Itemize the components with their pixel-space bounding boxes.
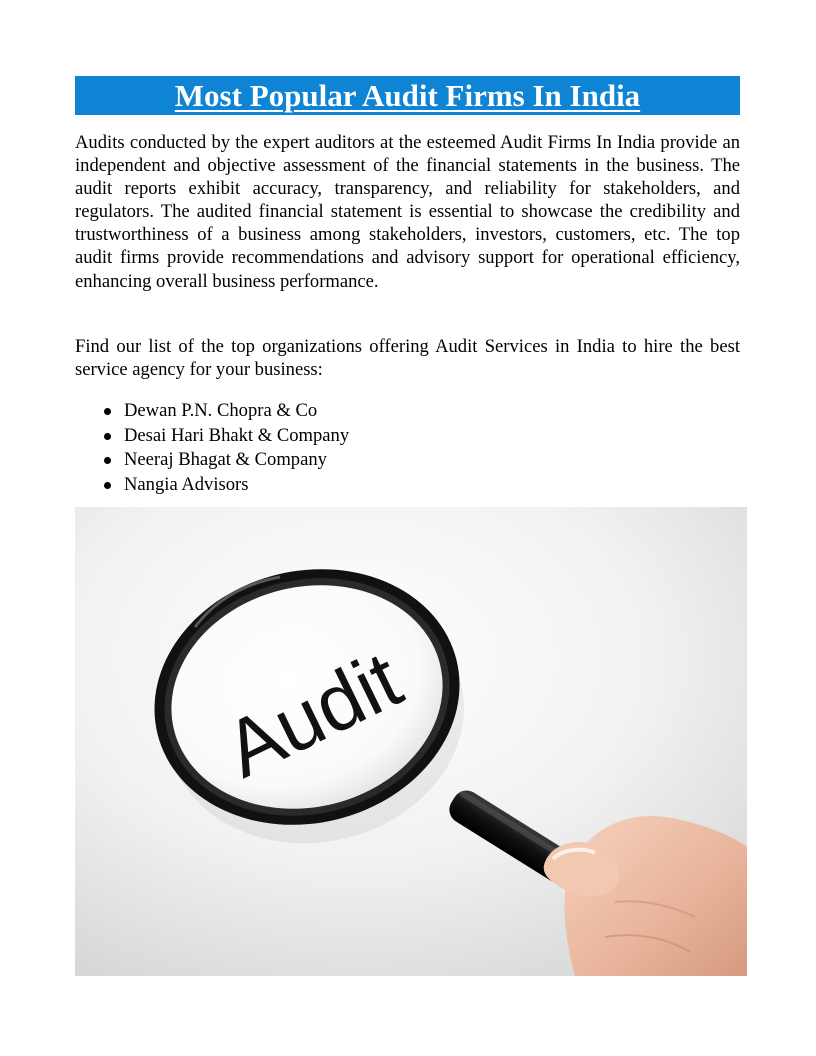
list-item xyxy=(75,448,740,473)
bullet-icon xyxy=(104,408,111,415)
firm-name: Desai Hari Bhakt & Company xyxy=(124,424,350,446)
bullet-icon xyxy=(104,433,111,440)
firm-list xyxy=(75,399,740,497)
audit-magnifier-photo xyxy=(75,507,747,976)
firm-name: Nangia Advisors xyxy=(124,473,249,495)
bullet-icon xyxy=(104,482,111,489)
firm-name: Neeraj Bhagat & Company xyxy=(124,449,327,471)
bullet-icon xyxy=(104,457,111,464)
magnifying-glass-icon xyxy=(75,507,747,976)
list-intro-paragraph: Find our list of the top organizations offering Audit Services in India to hire the best service agency for your business: xyxy=(75,336,740,381)
list-item xyxy=(75,424,740,449)
page-title: Most Popular Audit Firms In India xyxy=(174,78,641,113)
list-item xyxy=(75,473,740,498)
intro-paragraph: Audits conducted by the expert auditors at the esteemed Audit Firms In India provide an independent and objective assessment of the financial statements in the business. The audit reports exhibit accuracy, transparency, and reliability for stakeholders, and regulators. The audited financial statement is essential to showcase the credibility and trustworthiness of a business among stakeholders, investors, customers, etc. The top audit firms provide recommendations and advisory support for operational efficiency, enhancing overall business performance. xyxy=(75,132,740,292)
firm-name: Dewan P.N. Chopra & Co xyxy=(124,400,318,421)
svg-text:Audit: Audit xyxy=(211,634,415,795)
title-banner xyxy=(75,76,740,115)
list-item xyxy=(75,399,740,424)
